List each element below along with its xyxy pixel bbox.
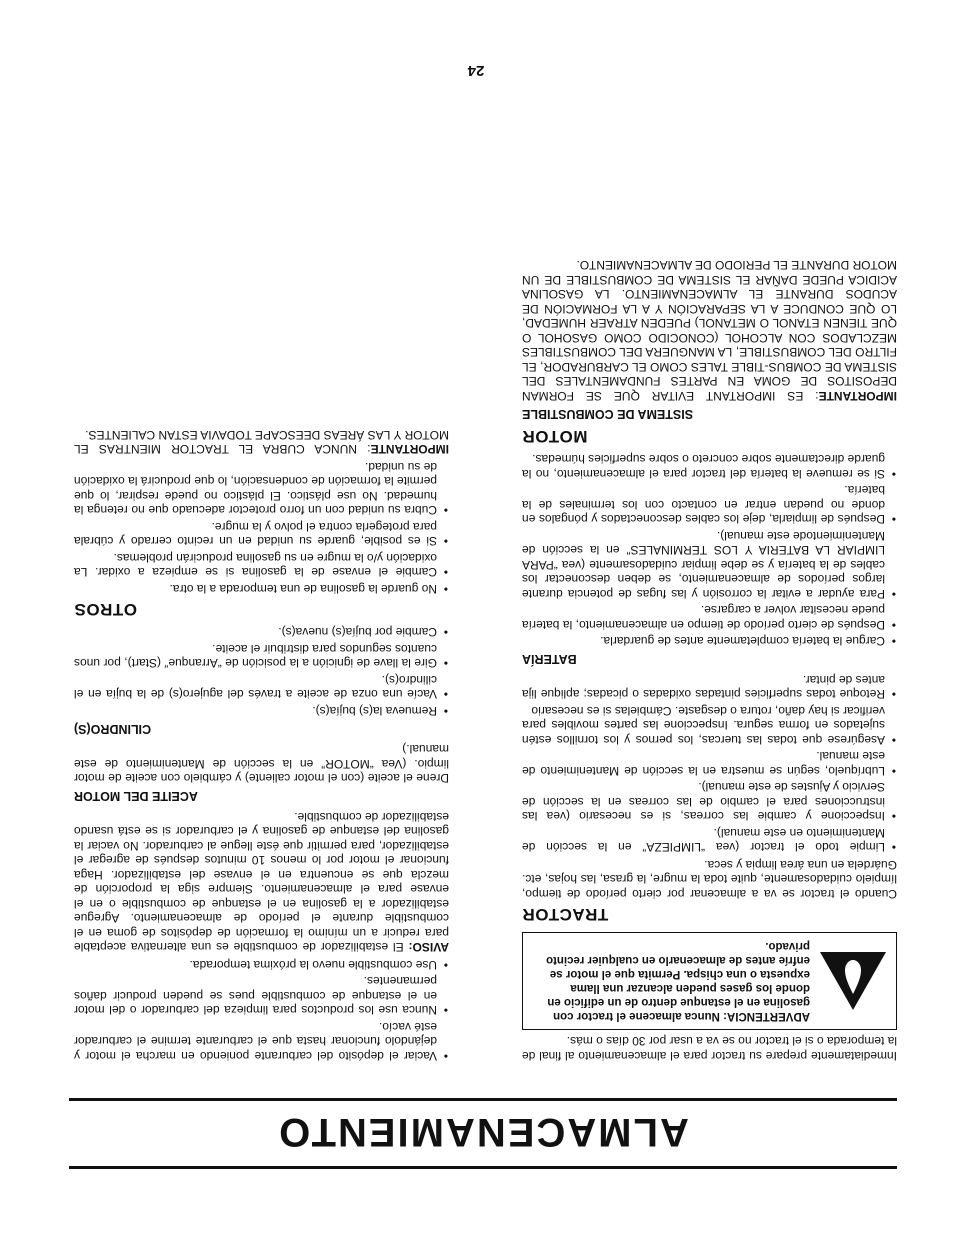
warning-label: ADVERTENCIA: bbox=[723, 1010, 810, 1022]
important-label: IMPORTANTE bbox=[370, 442, 449, 457]
bullet-icon: • bbox=[891, 587, 896, 601]
tractor-intro: Cuando el tractor se va a almacenar por cierto período de tiempo, límpielo cuidadosamente, quite toda la mugre, la grasa, las hojas, etc. Guárdela en una área limpia y seca. bbox=[522, 858, 897, 901]
title-rule-bottom bbox=[69, 1098, 897, 1101]
motor-important-note bbox=[522, 258, 897, 403]
list-item: • Asegúrese que todas las tuercas, los pernos y los tornillos estén sujetados en forma segura. Inspeccione las partes movibles para verificar si hay daño, rotura o desgaste. Cámbielas si es necesario bbox=[522, 704, 896, 747]
list-item: • Remueva la(s) bujía(s). bbox=[312, 704, 448, 718]
aviso-label: AVISO: bbox=[408, 940, 449, 955]
bullet-icon: • bbox=[891, 840, 896, 855]
cilindros-list bbox=[74, 625, 449, 718]
heading-aceite-motor: ACEITE DEL MOTOR bbox=[74, 789, 198, 804]
important-label: IMPORTANTE bbox=[818, 389, 897, 403]
warning-triangle-icon bbox=[818, 950, 888, 1012]
bullet-icon: • bbox=[443, 503, 448, 518]
title-rule-top bbox=[69, 1166, 897, 1169]
aviso-text: El estabilizador de combustible es una alternativa aceptable para reducir a un mínimo la formación de depósitos de goma en el combustible durante el período de almacenamiento. Agregue estabilizador a la gasolina en el estanque de combustible o en el envase para el almacenamiento. Siempre siga la proporción de mezcla que se encuentra en el envase del estabilizador. Haga funcionar el motor por lo menos 10 minutos después de agregar el estabilizador, para permitir que éste llegue al carburador. No vaciar la gasolina del estanque de gasolina y el carburador si se está usando estabilizador de combustible. bbox=[74, 810, 449, 955]
bullet-icon: • bbox=[891, 512, 896, 527]
storage-intro: Inmediatamente prepare su tractor para el almacenamiento al final de la temporada o si el tractor no se va a usar por 30 días o más. bbox=[522, 1034, 897, 1063]
bullet-icon: • bbox=[891, 467, 896, 481]
list-item: • Use combustible nuevo la próxima temporada. bbox=[189, 958, 448, 972]
list-item: • Retoque todas superficies pintadas oxidadas o picadas; aplique lija antes de pintar. bbox=[522, 673, 896, 702]
bullet-icon: • bbox=[443, 625, 448, 640]
bullet-icon: • bbox=[443, 704, 448, 718]
important-text: : ES IMPORTANT EVITAR QUE SE FORMAN DEPOSITOS DE GOMA EN PARTES FUNDAMENTALES DEL SISTEMA DE COMBUS-TIBLE TALES COMO EL CARBURADOR, EL FILTRO DEL COMBUSTIBLE, LA MANGUERA DEL COMBUSTIBLES MEZCLADOS CON ALCOHOL (CONOCIDO COMO GASOHOL O QUE TIENEN ETANOL O METANOL) PUEDEN ATRAER HUMEDAD, LO QUE CONDUCE A LA SEPARACIÓN Y A LA FORMACIÓN DE ACUDOS DURANTE EL ALMACENAMIENTO. LA GASOLINA ACIDICA PUEDE DAÑAR EL SISTEMA DE COMBUSTIBLE DE UN MOTOR DURANTE EL PERIODO DE ALMACENAMIENTO. bbox=[522, 258, 897, 403]
important-text: : NUNCA CUBRA EL TRACTOR MIENTRAS EL MOTOR Y LAS ÁREAS DEESCAPE TODAVIA ESTAN CALIENTES. bbox=[74, 428, 449, 457]
list-item: • Después de cierto período de tiempo en almacenamiento, la batería puede necesitar volver a cargarse. bbox=[522, 603, 896, 632]
bullet-icon: • bbox=[443, 687, 448, 702]
bullet-icon: • bbox=[443, 565, 448, 580]
bateria-list bbox=[522, 452, 897, 649]
warning-box bbox=[522, 932, 897, 1030]
fuel-list bbox=[74, 958, 449, 1064]
list-item: • Cambie por bujía(s) nueva(s). bbox=[278, 625, 448, 640]
bullet-icon: • bbox=[891, 733, 896, 747]
bullet-icon: • bbox=[443, 958, 448, 972]
bullet-icon: • bbox=[891, 634, 896, 649]
bullet-icon: • bbox=[443, 582, 448, 596]
bullet-icon: • bbox=[443, 534, 448, 549]
list-item: • Limpie todo el tractor (vea “LIMPIEZA” en la sección de Mantenimiento en este manual). bbox=[522, 826, 896, 855]
list-item: • Cargue la batería completamente antes de guardarla. bbox=[600, 634, 896, 649]
bullet-icon: • bbox=[891, 618, 896, 632]
otros-list bbox=[74, 460, 449, 597]
warning-body: Nunca almacene el tractor con gasolina en el estanque dentro de un edificio en donde los gases pueden alcanzar una llama expuesta o una chispa. Permita que el motor se enfríe antes de almacenarlo en cualquier recinto privado. bbox=[546, 940, 810, 1022]
bullet-icon: • bbox=[443, 1049, 448, 1063]
left-column bbox=[522, 255, 897, 1063]
bullet-icon: • bbox=[443, 1003, 448, 1018]
list-item: • Lubríquelo, según se muestra en la sección de Mantenimiento de este manual. bbox=[522, 749, 896, 778]
list-item: • Si se remueve la batería del tractor para el almacenamiento, no la guarde directamente sobre concreto o sobre superficies húmedas. bbox=[522, 452, 896, 481]
list-item: • Después de limpiarla, deje los cables desconectados y póngalos en donde no puedan entrar en contacto con los terminales de la batería. bbox=[522, 483, 896, 527]
list-item: • Cambie el envase de la gasolina si se empieza a oxidar. La oxidación y/o la mugre en su gasolina producirán problemas. bbox=[74, 551, 448, 580]
bullet-icon: • bbox=[891, 764, 896, 778]
bullet-icon: • bbox=[891, 687, 896, 702]
bullet-icon: • bbox=[891, 809, 896, 824]
heading-bateria: BATERÍA bbox=[522, 652, 577, 667]
list-item: • Gire la llave de ignición a la posición de “Arranque” (Start), por unos cuantos segundos para distribuir el aceite. bbox=[74, 642, 448, 671]
heading-otros: OTROS bbox=[74, 600, 137, 619]
aviso-note bbox=[74, 810, 449, 955]
list-item: • Cubra su unidad con un forro protector adecuado que no retenga la humedad. No use plástico. El plástico no puede respirar, lo que permite la formación de condensación, lo que producirá la oxidación de su unidad. bbox=[74, 460, 448, 518]
bullet-icon: • bbox=[443, 656, 448, 671]
tractor-list bbox=[522, 673, 897, 855]
warning-text bbox=[531, 939, 810, 1023]
heading-sistema-combustible: SISTEMA DE COMBUSTIBLE bbox=[522, 407, 694, 421]
page-title: ALMACENAMIENTO bbox=[277, 1110, 689, 1154]
heading-motor: MOTOR bbox=[522, 427, 588, 446]
aceite-text: Drene el aceite (con el motor caliente) y cámbielo con aceite de motor limpio. (Vea “MOTOR” en la sección de Mantenimiento de este manual.) bbox=[74, 742, 449, 786]
list-item: • Vacíe una onza de aceite a través del agujero(s) de la bujía en el cilindro(s). bbox=[74, 673, 448, 702]
list-item: • Para ayudar a evitar la corrosión y las fugas de potencia durante largos períodos de almacenamiento, se deben desconectar los cables de la batería y se debe limpiar cuidadosamente (vea “PARA LIMPIAR LA BATERIA Y LOS TERMINALES” en la sección de Mantenimientode este manual). bbox=[522, 529, 896, 601]
list-item: • Nunca use los productos para limpieza del carburador o del motor en el estanque de combustible pues se pueden producir daños permanentes. bbox=[74, 974, 448, 1018]
list-item: • Si es posible, guarde su unidad en un recinto cerrado y cúbrala para protegerla contra el polvo y la mugre. bbox=[74, 520, 448, 549]
otros-important-note bbox=[74, 428, 449, 457]
list-item: • No guarde la gasolina de una temporada a la otra. bbox=[169, 582, 448, 596]
list-item: • Vaciar el depósito del carburante poniendo en marcha el motor y dejándolo funcionar hasta que el carburante termine el carburador esté vacío. bbox=[74, 1020, 448, 1063]
heading-tractor: TRACTOR bbox=[522, 905, 609, 924]
heading-cilindros: CILINDRO(S) bbox=[74, 722, 152, 736]
right-column bbox=[74, 425, 449, 1064]
list-item: • Inspeccione y cambie las correas, si es necesario (vea las instrucciones para el cambio de las correas en la sección de Servicio y Ajustes de este manual). bbox=[522, 780, 896, 824]
page-number: 24 bbox=[467, 62, 485, 79]
